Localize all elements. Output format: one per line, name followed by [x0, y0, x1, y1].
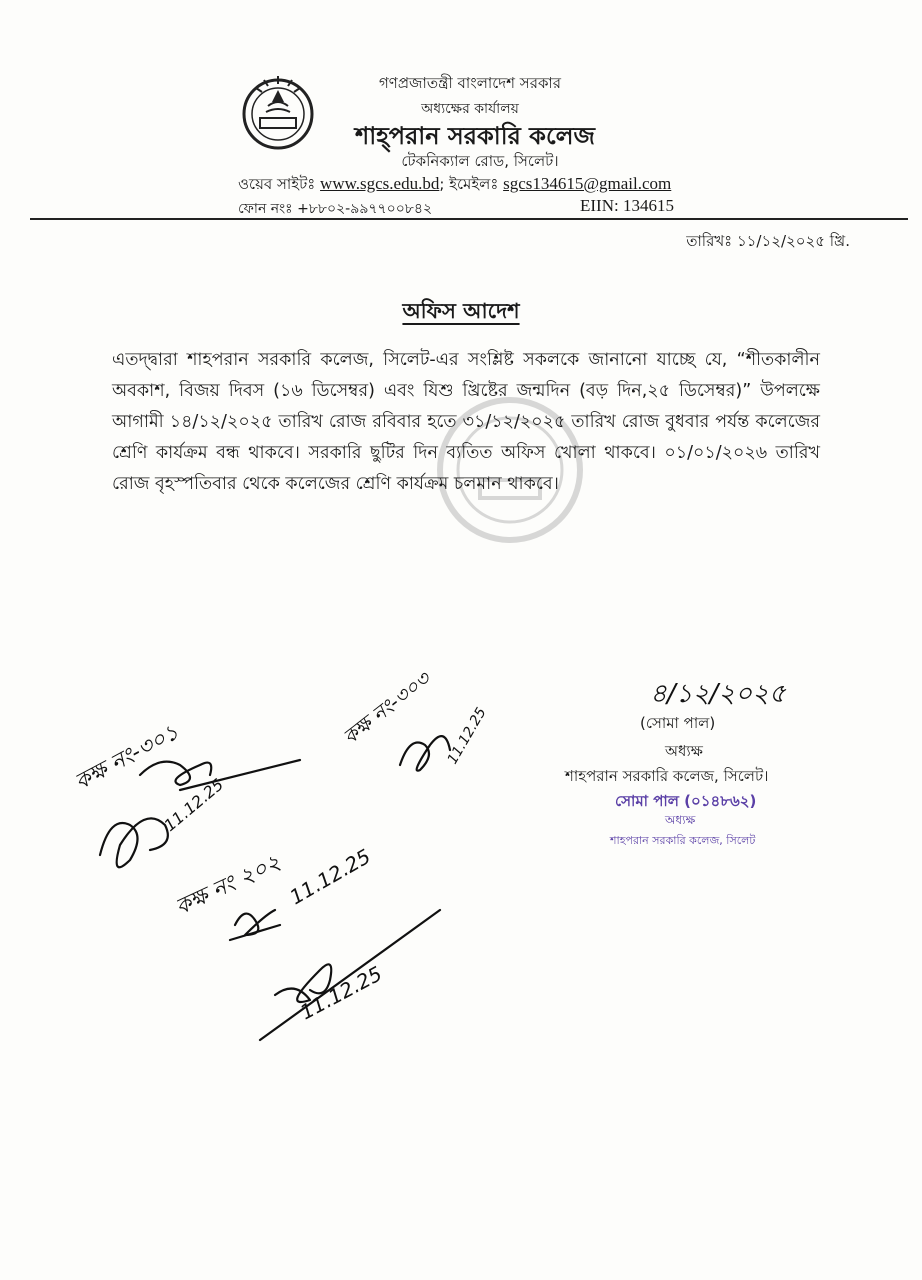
eiin-number: EIIN: 134615 [580, 196, 674, 215]
principal-signature [640, 672, 870, 712]
email-link[interactable]: sgcs134615@gmail.com [503, 174, 672, 193]
handwritten-date-2: 11.12.25 [444, 705, 490, 767]
college-address: টেকনিক্যাল রোড, সিলেট। [401, 152, 559, 170]
government-name: গণপ্রজাতন্ত্রী বাংলাদেশ সরকার [378, 74, 562, 92]
principal-college: শাহপরান সরকারি কলেজ, সিলেট। [565, 767, 769, 785]
handwritten-note-202: কক্ষ নং ২০২ [171, 850, 285, 921]
document-title [0, 295, 922, 330]
phone-number: ফোন নংঃ +৮৮০২-৯৯৭৭০০৮৪২ [238, 201, 433, 217]
handwritten-date-1: 11.12.25 [160, 774, 228, 836]
document-date: তারিখঃ ১১/১২/২০২৫ খ্রি. [686, 232, 850, 250]
email-label: ; ইমেইলঃ [439, 175, 499, 193]
order-body: এতদ্দ্বারা শাহপরান সরকারি কলেজ, সিলেট-এর সংশ্লিষ্ট সকলকে জানানো যাচ্ছে যে, “শীতকালীন অবকাশ, বিজয় দিবস (১৬ ডিসেম্বর) এবং যিশু খ্রিষ্টের জন্মদিন (বড় দিন,২৫ ডিসেম্বর)” উপলক্ষে আগামী ১৪/১২/২০২৫ তারিখ রোজ রবিবার হতে ৩১/১২/২০২৫ তারিখ রোজ বুধবার পর্যন্ত কলেজের শ্রেণি কার্যক্রম বন্ধ থাকবে। সরকারি ছুটির দিন ব্যতিত অফিস খোলা থাকবে। ০১/০১/২০২৬ তারিখ রোজ বৃহস্পতিবার থেকে কলেজের শ্রেণি কার্যক্রম চলমান থাকবে। [112, 350, 820, 494]
handwritten-acknowledgements [60, 650, 540, 1050]
stamp-name: সোমা পাল (০১৪৮৬২) [615, 792, 757, 810]
college-name: শাহ্‌পরান সরকারি কলেজ [355, 122, 595, 150]
principal-name: (সোমা পাল) [640, 714, 716, 732]
handwritten-date-4: 11.12.25 [296, 961, 386, 1025]
document-title-text: অফিস আদেশ [402, 299, 520, 323]
handwritten-signatures [100, 736, 450, 1040]
signature-date-handwritten: ৪/১২/২০২৫ [650, 679, 786, 709]
college-logo [238, 70, 318, 150]
website-link[interactable]: www.sgcs.edu.bd [320, 174, 440, 193]
handwritten-date-3: 11.12.25 [285, 844, 375, 910]
handwritten-note-303: কক্ষ নং-৩০৩ [338, 666, 435, 749]
website-label: ওয়েব সাইটঃ [238, 175, 316, 193]
contact-line [238, 173, 671, 198]
office-name: অধ্যক্ষের কার্যালয় [421, 101, 519, 117]
header-divider [30, 218, 908, 220]
principal-role: অধ্যক্ষ [665, 742, 703, 760]
handwritten-note-301: কক্ষ নং-৩০১ [71, 719, 184, 796]
stamp-college: শাহপরান সরকারি কলেজ, সিলেট [610, 834, 756, 847]
stamp-role: অধ্যক্ষ [665, 813, 696, 827]
